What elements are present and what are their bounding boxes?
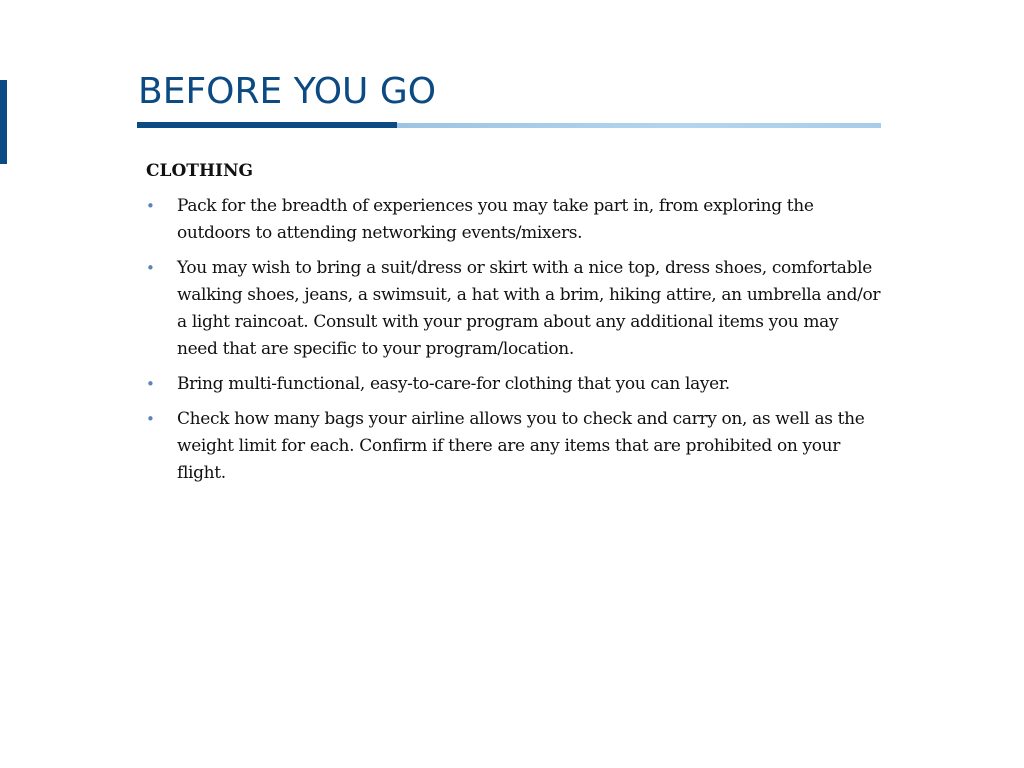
- bullet-icon: •: [146, 375, 155, 393]
- bullet-list: [146, 193, 881, 487]
- bullet-icon: •: [146, 259, 155, 277]
- bullet-text: Bring multi-functional, easy-to-care-for clothing that you can layer.: [177, 374, 730, 394]
- bullet-text: Pack for the breadth of experiences you may take part in, from exploring the outdoors to attending networking events/mixers.: [177, 196, 814, 243]
- bullet-item: [146, 371, 881, 398]
- bullet-icon: •: [146, 197, 155, 215]
- bullet-icon: •: [146, 410, 155, 428]
- left-accent-bar: [0, 80, 7, 164]
- title-underline-light-segment: [397, 123, 881, 128]
- bullet-item: [146, 193, 881, 247]
- slide-content: [146, 158, 881, 495]
- section-heading: CLOTHING: [146, 161, 254, 181]
- slide-title: BEFORE YOU GO: [138, 71, 437, 112]
- bullet-text: You may wish to bring a suit/dress or skirt with a nice top, dress shoes, comfortable walking shoes, jeans, a swimsuit, a hat with a brim, hiking attire, an umbrella and/or a light raincoat. Consult with your program about any additional items you may need that are specific to your program/location.: [177, 258, 881, 359]
- title-underline-dark-segment: [137, 122, 397, 128]
- bullet-item: [146, 255, 881, 363]
- bullet-text: Check how many bags your airline allows you to check and carry on, as well as the weight limit for each. Confirm if there are any items that are prohibited on your flight.: [177, 409, 865, 483]
- title-underline: [137, 122, 881, 128]
- bullet-item: [146, 406, 881, 487]
